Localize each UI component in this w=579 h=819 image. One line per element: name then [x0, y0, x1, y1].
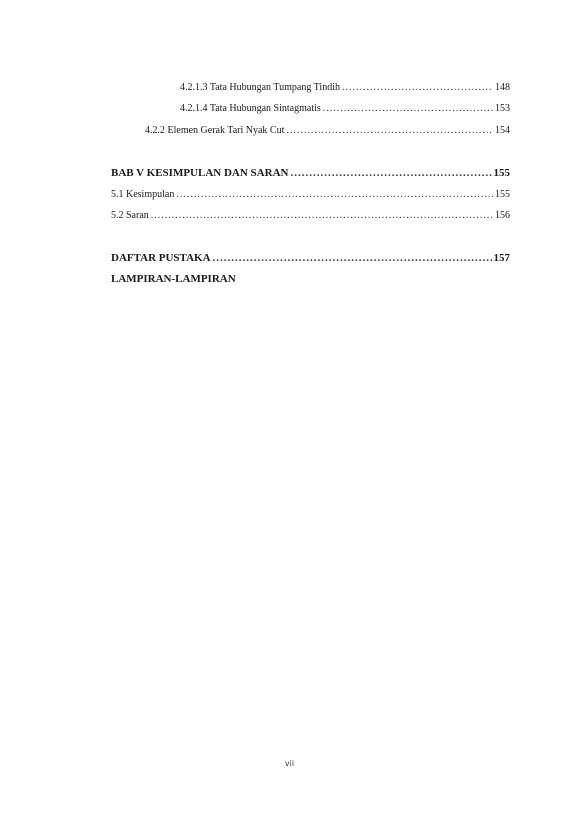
toc-entry-4-2-2[interactable]: [145, 125, 510, 136]
dot-leader: [342, 82, 493, 93]
dot-leader: [151, 210, 493, 221]
toc-entry-label: LAMPIRAN-LAMPIRAN: [111, 273, 236, 285]
toc-entry-page: 157: [493, 252, 510, 264]
toc-entry-4-2-1-3[interactable]: [180, 82, 510, 93]
toc-entry-label: 4.2.2 Elemen Gerak Tari Nyak Cut: [145, 125, 285, 136]
toc-entry-page: 156: [495, 210, 510, 221]
toc-entry-label: 4.2.1.3 Tata Hubungan Tumpang Tindih: [180, 82, 340, 93]
toc-entry-label: 5.2 Saran: [111, 210, 149, 221]
toc-entry-page: 153: [495, 103, 510, 114]
toc-entry-label: DAFTAR PUSTAKA: [111, 252, 211, 264]
toc-entry-daftar-pustaka[interactable]: [111, 252, 510, 264]
dot-leader: [176, 189, 493, 200]
toc-entry-bab-v[interactable]: [111, 167, 510, 179]
toc-entry-page: 155: [495, 189, 510, 200]
toc-entry-label: BAB V KESIMPULAN DAN SARAN: [111, 167, 289, 179]
toc-entry-label: 4.2.1.4 Tata Hubungan Sintagmatis: [180, 103, 321, 114]
toc-entry-label: 5.1 Kesimpulan: [111, 189, 175, 200]
toc-entry-lampiran[interactable]: [111, 273, 236, 285]
toc-entry-page: 155: [493, 167, 510, 179]
toc-entry-page: 154: [495, 125, 510, 136]
toc-entry-4-2-1-4[interactable]: [180, 103, 510, 114]
toc-entry-page: 148: [495, 82, 510, 93]
dot-leader: [290, 167, 491, 179]
toc-entry-5-2[interactable]: [111, 210, 510, 221]
dot-leader: [213, 252, 492, 264]
toc-entry-5-1[interactable]: [111, 189, 510, 200]
dot-leader: [286, 125, 493, 136]
dot-leader: [323, 103, 493, 114]
page-number: vii: [284, 759, 295, 768]
